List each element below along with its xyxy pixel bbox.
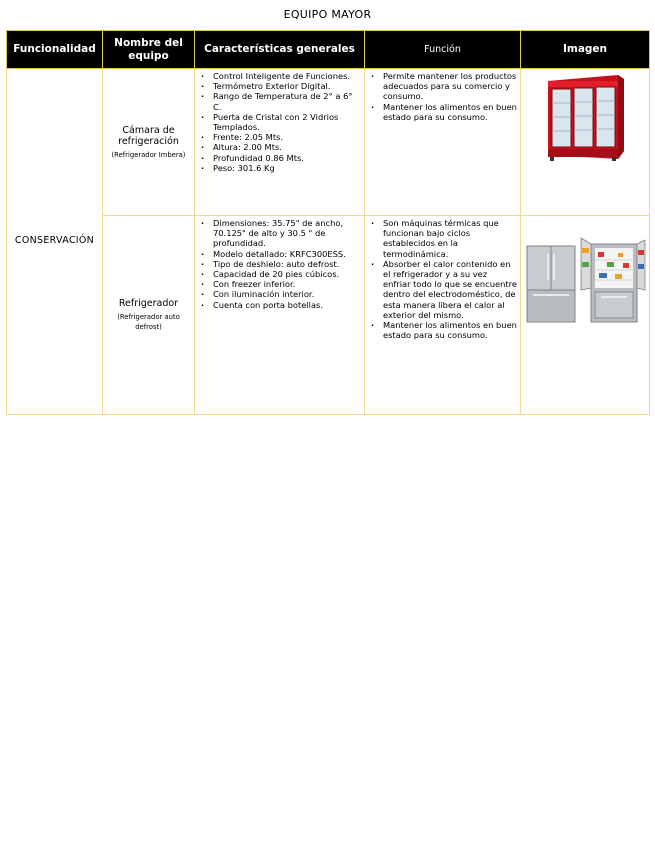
- feature-item: · Frente: 2.05 Mts.: [213, 132, 361, 142]
- feature-item: · Control Inteligente de Funciones.: [213, 71, 361, 81]
- function-cell: [365, 69, 521, 216]
- header-row: [7, 31, 650, 69]
- header-funcion: Función: [365, 31, 521, 69]
- feature-item: · Con freezer inferior.: [213, 279, 361, 289]
- feature-item: · Dimensiones: 35.75" de ancho, 70.125" de alto y 30.5 " de profundidad.: [213, 218, 361, 249]
- feature-item: · Capacidad de 20 pies cúbicos.: [213, 269, 361, 279]
- function-item: · Mantener los alimentos en buen estado para su consumo.: [383, 102, 517, 122]
- feature-item: · Modelo detallado: KRFC300ESS.: [213, 249, 361, 259]
- function-item: · Son máquinas térmicas que funcionan bajo ciclos establecidos en la termodinámica.: [383, 218, 517, 259]
- feature-item: · Rango de Temperatura de 2° a 6° C.: [213, 91, 361, 111]
- function-item: · Absorber el calor contenido en el refrigerador y a su vez enfriar todo lo que se encuentre dentro del electrodoméstico, de esta manera libera el calor al exterior del mismo.: [383, 259, 517, 320]
- equipment-table: [6, 30, 650, 415]
- feature-item: · Profundidad 0.86 Mts.: [213, 153, 361, 163]
- features-cell: [195, 69, 365, 216]
- equipment-name: Refrigerador: [118, 298, 179, 310]
- image-cell: [521, 216, 650, 415]
- red-display-refrigerator-image: [540, 71, 630, 167]
- image-cell: [521, 69, 650, 216]
- header-funcionalidad: Funcionalidad: [7, 31, 103, 69]
- header-caracteristicas: Características generales: [195, 31, 365, 69]
- feature-item: · Tipo de deshielo: auto defrost.: [213, 259, 361, 269]
- table-row: [7, 216, 650, 415]
- function-item: · Permite mantener los productos adecuados para su comercio y consumo.: [383, 71, 517, 102]
- feature-item: · Altura: 2.00 Mts.: [213, 142, 361, 152]
- header-nombre: Nombre del equipo: [103, 31, 195, 69]
- equipment-subname: (Refrigerador auto defrost): [117, 312, 180, 331]
- feature-item: · Puerta de Cristal con 2 Vidrios Templados.: [213, 112, 361, 132]
- feature-item: · Cuenta con porta botellas.: [213, 300, 361, 310]
- function-item: · Mantener los alimentos en buen estado para su consumo.: [383, 320, 517, 340]
- feature-item: · Termómetro Exterior Digital.: [213, 81, 361, 91]
- feature-item: · Con iluminación interior.: [213, 289, 361, 299]
- table-row: [7, 69, 650, 216]
- header-imagen: Imagen: [521, 31, 650, 69]
- equipment-subname: (Refrigerador Imbera): [111, 150, 186, 159]
- feature-item: · Peso: 301.6 Kg: [213, 163, 361, 173]
- features-cell: [195, 216, 365, 415]
- equipment-name-cell: [103, 216, 195, 415]
- stainless-french-door-refrigerator-image: [523, 232, 647, 324]
- equipment-name-cell: [103, 69, 195, 216]
- page-title: EQUIPO MAYOR: [283, 8, 372, 21]
- equipment-name: Cámara de refrigeración: [118, 124, 179, 147]
- group-label: CONSERVACIÓN: [7, 69, 103, 415]
- function-cell: [365, 216, 521, 415]
